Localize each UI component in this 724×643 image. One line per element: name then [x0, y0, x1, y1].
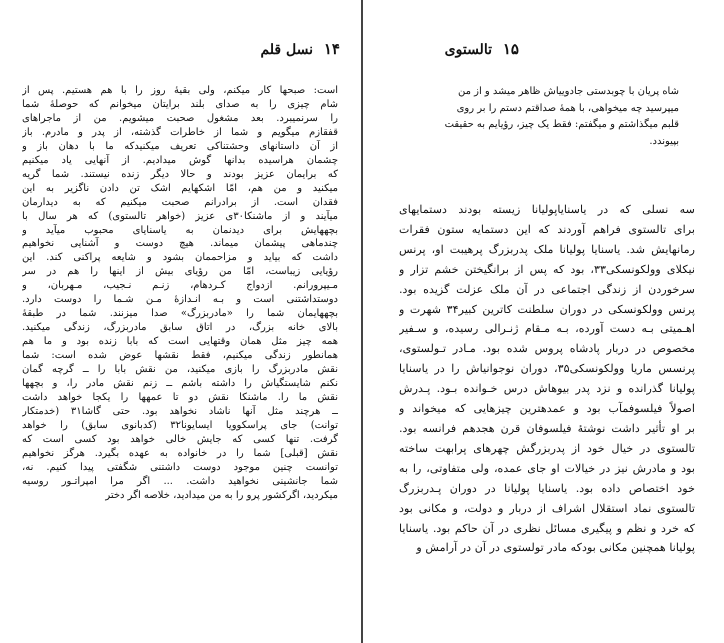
text-line: دوستداشتنی است و بـه انـدازهٔ مـن شـما را دوست دارد.: [22, 294, 338, 306]
text-line: توانت) جای پراسکوویا ایسایونا۳۲ (کدبانوی سابق) را خواهد: [22, 419, 338, 431]
quote-line: میپرسید چه میخواهی، با همهٔ صداقتم دستم را بر روی: [456, 102, 679, 114]
text-line: میکردید، اگرکشور پرو را به من میدادید، خلاصه اگر دختر: [105, 489, 338, 501]
text-line: سرخوردن از زندگی اجتماعی در آن ملک عزلت گزیده بود.: [399, 282, 695, 296]
text-line: نیکلای وولکونسکی۳۳، بود که پس از برانگیختن خشم تزار و: [399, 262, 695, 276]
text-line: نکنم شایستگیاش را داشته باشم ــ زنم نقش مادر را، و بچهها: [22, 378, 338, 390]
text-line: که خرد و نظم و پیگیری مسائل نظری در آن حاکم بود. یاسنایا: [399, 521, 695, 535]
text-line: رمانهایش شد. یاسنایا پولیانا ملک پدربزرگ پرهیبت او، پرنس: [399, 242, 695, 256]
text-line: بالای خانه بزرگ، در اتاق سابق مادربزرگ، زندگی میکنید.: [22, 322, 338, 334]
text-line: پرنسس ماریا وولکونسکی۳۵، دوران نوجوانیاش را در یاسنایا: [399, 362, 695, 376]
text-line: اصولاً فیلسوفمآب بود و عمدهترین چیزهایی که میخواند و: [399, 402, 695, 416]
text-line: تالستوی نماد استقلال اشراف از دربار و دولت، و مکانی بود: [399, 501, 695, 515]
text-line: توانست چنین موجود دوست داشتنی شگفتی پیدا کنیم. نه،: [22, 461, 338, 473]
text-line: از آن داستانهای وحشتناکی تعریف میکنیدکه ما با دهان باز و: [22, 140, 338, 152]
text-line: رؤیایی زیباست، امّا من رؤیای بیش از اینها را هم در سر: [22, 266, 338, 278]
text-line: سه نسلی که در یاسنایاپولیانا زیسته بودند دستمایهای: [399, 203, 695, 216]
text-line: که برایمان عزیز بودند و حالا دیگر زنده نیستند. شما گریه: [22, 168, 338, 180]
text-line: ــ هرچند مثل آنها ناشاد نخواهد بود. حتی گاشا۳۱ (خدمتکار: [22, 405, 338, 417]
text-line: را سرنمیبرد. بعد مشغول صحبت میشویم. من از ماجراهای: [22, 112, 338, 124]
text-line: اهـمیتی بـه دست آورده، بـه مـقام ژنـرالی رسیده، و سـفیر: [399, 322, 695, 336]
text-line: بود و مادرش نیز در خیالات او جای عمده، ولی متفاوتی، را به: [399, 461, 695, 475]
text-line: چشمان هراسیده بدانها گوش میدادیم. از آنهایی یاد میکنیم: [22, 154, 338, 166]
text-line: است: صبحها کار میکنم، ولی بقیهٔ روز را با هم هستیم. پس از: [22, 85, 338, 96]
text-line: بچههایش برای دیدنمان به یاسنایای محبوب میآید و: [22, 224, 338, 236]
quote-line: بپیوندد.: [649, 135, 679, 147]
text-line: میکنید و من هم، امّا اشکهایم اشک تن دادن ناگزیر به این: [22, 182, 338, 194]
text-line: گرفت. تنها کسی که جایش خالی خواهد بود کسی است که: [22, 433, 338, 445]
right-page-text: [399, 200, 695, 558]
text-line: فقدان است. از برادرانم صحبت میکنیم که به دیدارمان: [22, 196, 338, 208]
text-line: داشت که بیاید و مزاحممان بشود و شایعه پراکنی کند. این: [22, 252, 338, 264]
text-line: مـیپرورانم. ازدواج کـردهام، زنـم نـجیب، مـهربان، و: [22, 280, 338, 292]
text-line: قفقازم میگویم و شما از خاطرات گذشته، از پدر و مادرم. باز: [22, 126, 338, 138]
text-line: پولیانا گذرانده و نزد پدر بیوهاش درس خـوانده بـود. پـدرش: [399, 382, 695, 396]
text-line: خود اختصاص داده بود. یاسنایا پولیانا در دوران پـدربزرگ: [399, 481, 695, 495]
right-page-number: ۱۵: [502, 40, 519, 58]
text-line: همانطور زندگی میکنیم، فقط نقشها عوض شده است: شما: [22, 350, 338, 362]
text-line: نقش مادربزرگ را بازی میکنید، من نقش بابا را ــ گرچه گمان: [22, 364, 338, 376]
right-running-title: تالستوی: [444, 42, 492, 58]
text-line: تالستوی در خیال خود از پدربزرگش چهرهای پرابهت ساخته: [399, 441, 695, 455]
text-line: برای تالستوی فراهم آوردند که این دستمایه ستون فقرات: [399, 222, 695, 236]
text-line: میآیند و از ماشنکا۳۰ی عزیز (خواهر تالستوی) که هر سال با: [22, 210, 338, 222]
text-line: همه چیز مثل همان وقتهایی است که بابا زنده بود و ما هم: [22, 336, 338, 348]
right-running-head: [399, 40, 519, 58]
right-page: [363, 0, 724, 643]
quote-line: قلبم میگذاشتم و میگفتم: فقط یک چیز، رؤیایم به حقیقت: [444, 119, 679, 130]
left-page-text: [22, 84, 338, 503]
text-line: پولیانا همچنین مکانی بودکه مادر تولستوی در آن در آرامش و: [416, 541, 695, 555]
left-running-head: [230, 40, 340, 58]
quote-line: شاه پریان با چوبدستی جادوییاش ظاهر میشد و از من: [457, 86, 679, 97]
text-line: پرنس وولکونسکی در دوران سلطنت کاترین کبیر۳۴ شهرت و: [399, 302, 695, 316]
text-line: نقش ما را. ماشنکا نقش دو تا عمهها را یکجا خواهد داشت: [22, 391, 338, 403]
text-line: بچههایمان شما را «مادربزرگ» صدا میزنند. شما در طبقهٔ: [22, 308, 338, 320]
left-running-title: نسل قلم: [260, 42, 313, 58]
left-page: [0, 0, 361, 643]
text-line: شام چیزی را به صدای بلند برایتان میخوانم که حوصلهٔ شما: [22, 98, 338, 110]
text-line: بر او تأثیر داشت نوشتهٔ فیلسوفان قرن هجدهم فرانسه بود.: [399, 421, 695, 435]
text-line: مخصوص در دربار پادشاه پروس شده بود. مـادر تـولستوی،: [399, 342, 695, 356]
block-quote: [417, 84, 679, 150]
text-line: چندماهی پیشمان میماند. هیچ دوست و آشنایی نخواهیم: [22, 238, 338, 250]
left-page-number: ۱۴: [323, 40, 340, 58]
text-line: نقش [قبلی] شما را در خانواده به عهده بگیرد. هرگز نخواهیم: [22, 447, 338, 459]
text-line: شما جانشینی نخواهید داشت. ... اگر مرا امپراتـور روسیه: [22, 475, 338, 487]
